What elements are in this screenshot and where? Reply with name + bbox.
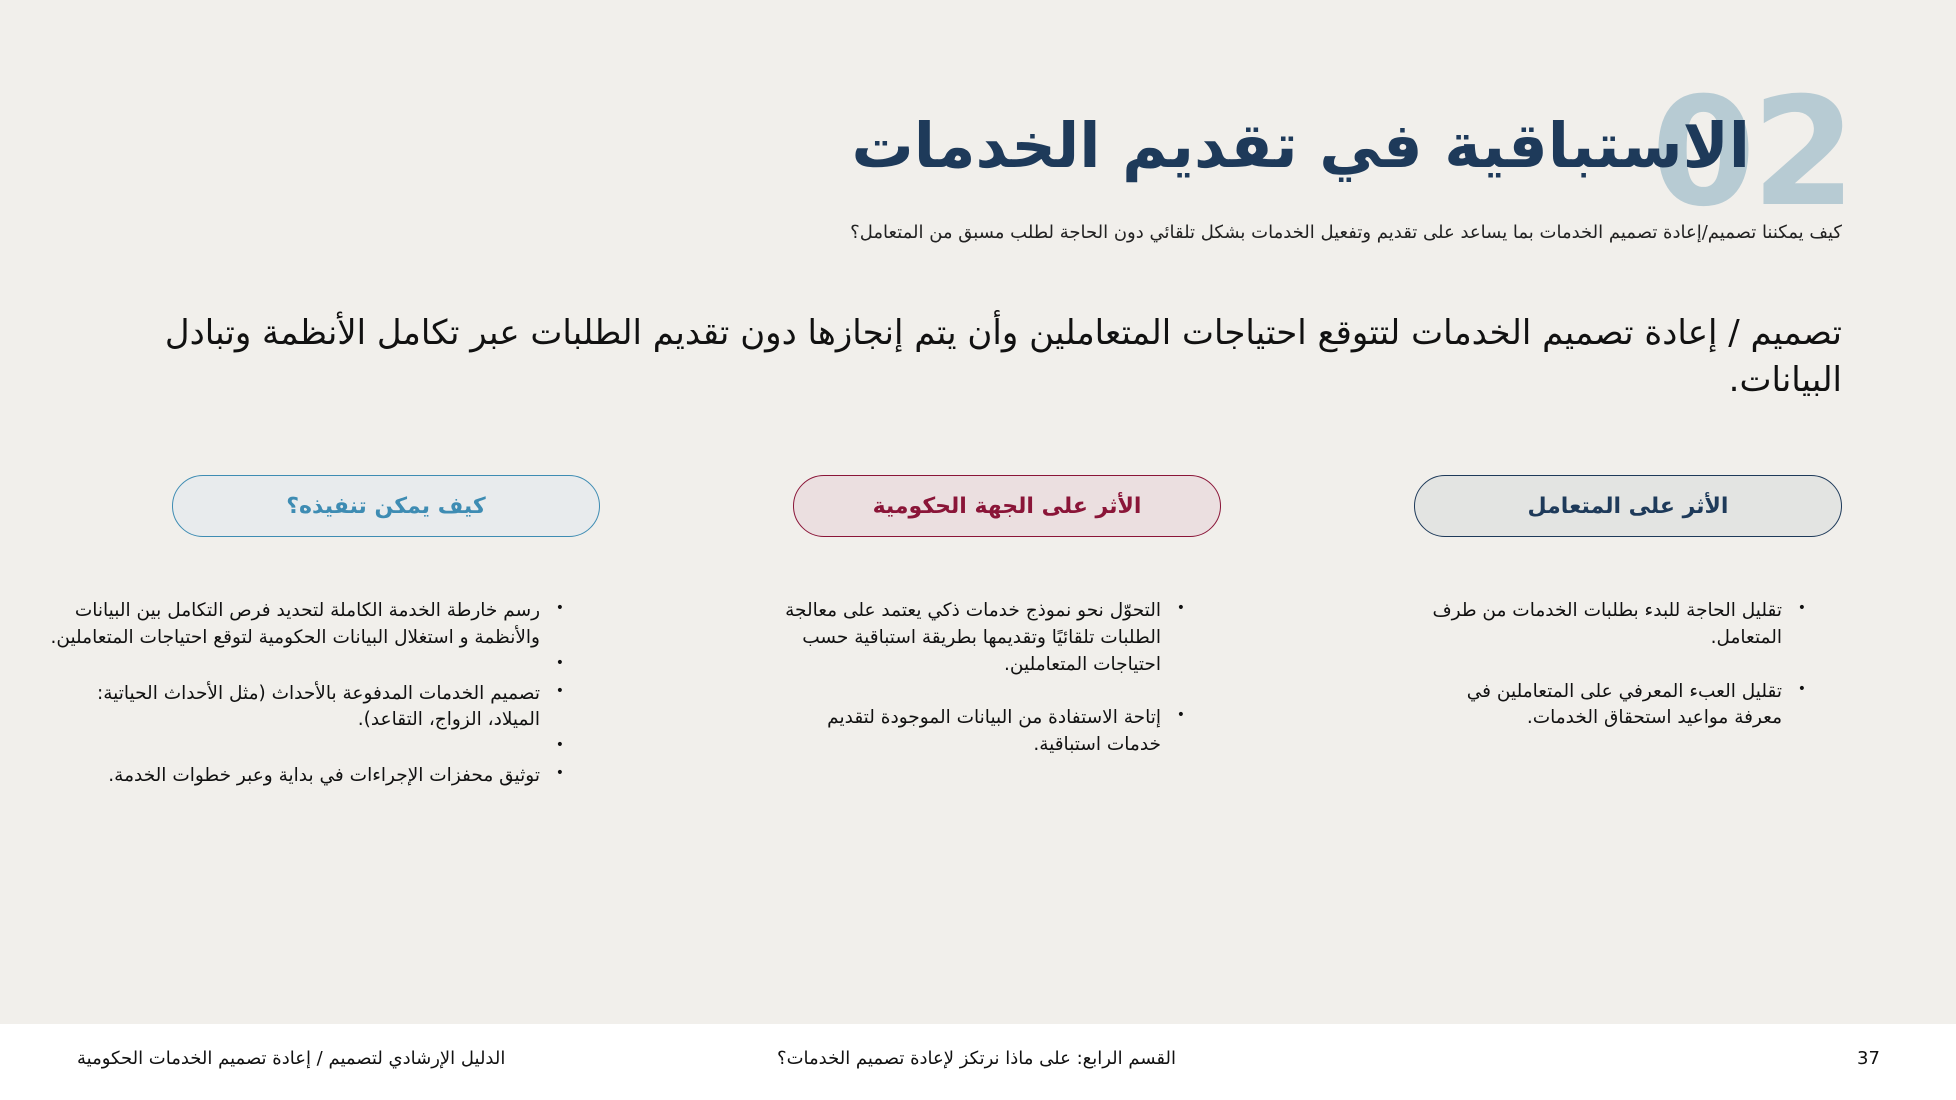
lead-statement: تصميم / إعادة تصميم الخدمات لتتوقع احتياجات المتعاملين وأن يتم إنجازها دون تقديم الطلبات عبر تكامل الأنظمة وتبادل البيانات. [164,313,1842,400]
footer-section-label: القسم الرابع: على ماذا نرتكز لإعادة تصميم الخدمات؟ [777,1048,1176,1069]
government-impact-list [771,598,1191,786]
customer-impact-label: الأثر على المتعامل [1527,493,1729,519]
page-title: الاستباقية في تقديم الخدمات [851,109,1750,182]
implementation-list [50,598,570,791]
list-item: • تصميم الخدمات المدفوعة بالأحداث (مثل الأحداث الحياتية: الميلاد، الزواج، التقاعد). [50,681,570,735]
page-subtitle: كيف يمكننا تصميم/إعادة تصميم الخدمات بما يساعد على تقديم وتفعيل الخدمات بشكل تلقائي دون الحاجة لطلب مسبق من المتعامل؟ [850,222,1842,243]
list-item: • توثيق محفزات الإجراءات في بداية وعبر خطوات الخدمة. [50,763,570,790]
section-number: 02 [1651,66,1852,240]
government-impact-label: الأثر على الجهة الحكومية [872,493,1142,519]
list-item: • تقليل الحاجة للبدء بطلبات الخدمات من طرف المتعامل. [1432,598,1812,652]
customer-impact-heading [1414,475,1842,537]
list-item-empty [50,653,570,680]
implementation-label: كيف يمكن تنفيذه؟ [286,493,486,519]
implementation-heading [172,475,600,537]
list-item-empty [50,735,570,762]
list-item: • إتاحة الاستفادة من البيانات الموجودة لتقديم خدمات استباقية. [771,705,1191,759]
list-item: • تقليل العبء المعرفي على المتعاملين في معرفة مواعيد استحقاق الخدمات. [1432,679,1812,733]
page-footer [0,1024,1956,1100]
government-impact-heading [793,475,1221,537]
page-number: 37 [1857,1048,1880,1069]
footer-guide-title: الدليل الإرشادي لتصميم / إعادة تصميم الخدمات الحكومية [77,1048,506,1069]
list-item: • رسم خارطة الخدمة الكاملة لتحديد فرص التكامل بين البيانات والأنظمة و استغلال البيانات الحكومية لتوقع احتياجات المتعاملين. [50,598,570,652]
customer-impact-list [1432,598,1812,759]
list-item: • التحوّل نحو نموذج خدمات ذكي يعتمد على معالجة الطلبات تلقائيًا وتقديمها بطريقة استباقية حسب احتياجات المتعاملين. [771,598,1191,678]
